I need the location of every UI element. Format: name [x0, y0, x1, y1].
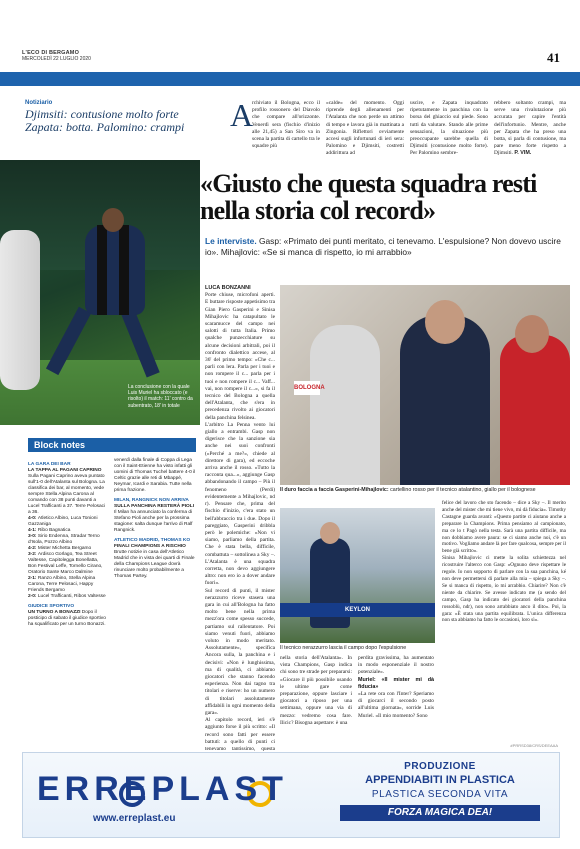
subhead [205, 236, 565, 258]
ad-line: PRODUZIONE [404, 761, 476, 772]
note-bold: 3-0: [28, 534, 38, 539]
teaser-title: Djimsiti: contusione molto forte Zapata: botta. Palomino: crampi [25, 107, 185, 134]
ad-board: KEYLON [280, 603, 435, 617]
top-article-col4 [494, 100, 566, 158]
article-paragraph: Sinisa Mihajlovic ci mette la solita schiettezza nel ricostruire l'alterco con Gasp: «Ognuno deve rispettare le regole. Io non sopporto di parlare con la sua panchina, ké non deve permettersi di parlare alla mia – spiega a Sky –. Se si manca di rispetto, io mi arrabbio. Chiarire? Non c'è niente da chiarire. Se avesse indicato me (a sendo del campo, Gasp ha indicato dei giocatori della panchina rossoblù, ndr), non sono arrabbiato anco il dito». Poi, la gara: «È stata una partita equilibrata. L'unica differenza non sta abbiamo ha fatto le occasioni, loro sì». [442, 555, 566, 624]
note-bold: 4-1: [28, 528, 38, 533]
note-bold: 4-2: [28, 546, 38, 551]
jersey-stripe [119, 225, 129, 315]
ad-copy [335, 761, 545, 821]
section-tag: Notiziario [25, 100, 53, 106]
coaches-photo [280, 285, 570, 485]
note-bold: UN TURNO A BONAZZI [28, 610, 82, 615]
note-text: Il Milan ha annunciato la conferma di Stefano Pioli anche per la prossima stagione: salta dunque l'arrivo di Ralf Rangnick. [114, 510, 193, 533]
note-item [114, 544, 196, 580]
article-paragraph: «La rete ora con l'Inter? Speriamo di giocarci il secondo posto all'ultima giornata», sorride Luis Muriel. «Il mio momento? Sono [358, 691, 434, 719]
note-item [28, 594, 108, 600]
newspaper-name: L'ECO DI BERGAMO [22, 50, 80, 56]
coach-head [425, 300, 465, 344]
figure-referee [500, 335, 570, 485]
player-figure [85, 225, 145, 315]
note-text: Ardisco Gorlago, Tea Street Valtesse, Capitolegga Bonellatta, Bon Festival Leffe, Tornello Cirano, Oratorio Sante Marco Dalmine [28, 552, 103, 575]
article-paragraph: Sul record di punti, il mister nerazzurro riceve stasera una gara in cui all'Bologna ha fatto molto bene nella prima mezz'ora come spesso succede, partiamo sul rallentatore. Poi siamo venuti fuori, abbiamo voluto in modo meritato. Assolutamente», specifica Ancora sulla, la panchina e i decisivi: «Non è lunghissima, ma di qualità, ci abbiamo giocatori che stanno facendo esperienza. Non dai tagno tra titolari e riserve: ho un numero di titolari assolutamente affidabili in ogni momento della gara». [205, 587, 275, 716]
page-number: 41 [547, 50, 560, 65]
top-color-bar [0, 72, 580, 86]
article-paragraph: perdita gravissima, ha aumentato in modo esponenziale il nostro potenziale». [358, 655, 434, 676]
article-col4 [442, 500, 566, 624]
note-item [28, 610, 108, 628]
note-bold: 3-2: [28, 552, 38, 557]
player-head [102, 208, 124, 232]
coaches-photo-caption [280, 487, 570, 494]
article-col3 [358, 655, 434, 720]
advertisement[interactable] [22, 752, 560, 838]
ad-tagline: FORZA MAGICA DEA! [340, 805, 540, 821]
note-item [28, 576, 108, 594]
coach-exit-caption: Il tecnico nerazzurro lascia il campo dopo l'espulsione [280, 645, 407, 651]
note-heading: MILAN, RANGNICK NON ARRIVA [114, 498, 189, 503]
headline: «Giusto che questa squadra resti nella storia col record» [200, 169, 537, 225]
club-logo: BOLOGNA [294, 381, 320, 395]
note-text: Lucel Trafficanti, Ribos Valtesse [37, 594, 106, 599]
ad-url[interactable]: www.erreplast.eu [93, 813, 176, 824]
note-item [114, 458, 196, 494]
coach-exit-photo [280, 508, 435, 643]
ad-line: PLASTICA SECONDA VITA [371, 789, 509, 800]
article-paragraph: felice del lavoro che sto facendo – dice a Sky –. Il merito anche del mister che mi tiene vivo, mi dà fiducia». Timothy Castagne guarda avanti: «Questo partite ci aiutano anche a preparare la Champions. Prima pensiamo al campionato, ma ce lo t Pagò nella testa. Sarà una partita difficile, ma non dobbiamo avere paura: se ci siamo anche noi, c'è un motivo. Vogliamo andare là per fare qualcosa, sempre per il bene già scritto». [442, 500, 566, 555]
note-text: Sulla Pagani Caprino aveva puntato sull'1-0 dell'Atalanta sul Bologna. La classifica dei bar, al momento, vede sempre Stella Alpina Carona al comando con 38 punti davanti a Lucel Trafficanti a 37. Terre Pelosaci a 36. [28, 474, 106, 515]
note-text: venerdì dalla finale di Coppa di Lega con il Saint-Etienne ha visto infatti gli uomini di Thomas Tuchel battere 4-0 il Celtic grazie alle reti di Mbappé, Neymar, Icardi e Sarabia. Tutte nella prima frazione. [114, 458, 196, 493]
block-notes-col2 [114, 458, 196, 580]
referee-head [515, 315, 549, 353]
note-text: Ranzo Albino, Stella Alpina Carona, Terre Pelosaci, Happy Friends Bergamo [28, 576, 96, 593]
article-subheading: Muriel: «Il mister mi dà fiducia» [358, 676, 434, 690]
masthead [22, 50, 91, 62]
subhead-text: Gasp: «Primato dei punti meritato, ci tenevamo. L'espulsione? Non dovevo uscire io». Mihajlovic: «Se si manca di rispetto, io mi arrabbio» [205, 236, 561, 257]
note-text: Brutte notizie in casa dell'Atletico Madrid che in vista dei quarti di Finale della Champions League dovrà rinunciare molto probabilmente a Thomas Partey. [114, 550, 195, 579]
note-heading: GIUDICE SPORTIVO [28, 604, 75, 609]
caption-bold: Il duro faccia a faccia Gasperini-Mihajlovic: [280, 487, 389, 493]
coach-head [320, 522, 340, 544]
byline: LUCA BONZANNI [205, 285, 251, 291]
article-paragraph: L'arbitro La Penna vento lui giallo a entrambi. Gasp non digerisce che la sanzione sia anche nei suoi confronti («Perché a me?», chiede al direttore di gara), ed eccoche arriva anche il rosso. «Tutto la racconta qua...», aggiunge Gasp abbandonando il campo – Più il fenomeno (Perdi) evidentemente a Mihajlovic, nd r). Pensare che, prima del fischio d'inizio, c'era stato un bell'abbraccio tra i due. Dopo il pareggiato, Gasperini dribbla però le polemiche: «Non vi siamo, parliamo della partita. Che è stata bella, difficile, combattuta – sottolinea a Sky –. L'Atalanta è una squadra corretta, non devo aggiungere altro: non ero io a dover andare fuori». [205, 421, 275, 587]
note-text: Atletico Albino, Luca Tonioni Gazzaniga [28, 516, 98, 527]
top-article-col4-text: rebbero soltanto crampi, ma serve una rivalutazione più accurata per capire l'entità dell'infortunio. Mentre, anche per Zapata che ha preso una botta, si parla di contusione, ma pare meno forte rispetto a Djimsiti. [494, 100, 566, 157]
note-item [28, 516, 108, 528]
note-bold: LA TAPPA AL PAGANI CAPRINO [28, 468, 102, 473]
subhead-kicker: Le interviste. [205, 236, 257, 246]
note-bold: 4-0: [28, 516, 38, 521]
note-text: Dopo il posticipo di sabato il giudice sportivo ha squalificato per un turno Bonazzi. [28, 610, 106, 627]
player-photo-caption: La conclusione con la quale Luis Muriel ha sbloccato (e risolto) il match: 11' contro da subentrato, 18' in totale [128, 384, 193, 409]
issue-date: MERCOLEDÌ 22 LUGLIO 2020 [22, 56, 91, 62]
note-text: Ribo Bagnatica [37, 528, 71, 533]
note-item [28, 552, 108, 576]
drop-cap: A [230, 97, 254, 133]
figure-left [310, 325, 380, 485]
top-article-col2: «calde» del momento. Oggi riprende degli allenamenti per l'Atalanta che non perde un attimo di tempo e lavora già in mattinata a Zingonia. Riflettori ovviamente accesi sugli infortunati di ieri sera: Palomino e Djimsiti, costretti addirittura ad [326, 100, 404, 157]
block-notes-header: Block notes [28, 438, 196, 452]
opponent-figure [0, 230, 40, 390]
note-item [28, 534, 108, 546]
article-paragraph: Al capitolo record, ieri s'è aggiunto forse il più scritto: «Il record sono fatti per essere battuti: a quello di punti ci tenevamo tantissimo, questa [205, 717, 275, 752]
note-item [28, 468, 108, 516]
note-heading: ATLETICO MADRID, THOMAS KO [114, 538, 191, 543]
top-article-signature: P. VIM. [514, 150, 532, 157]
note-bold: SULLA PANCHINA RESTERÀ PIOLI [114, 504, 195, 509]
caption-text: cartellino rosso per il tecnico atalantino, giallo per il bolognese [390, 487, 536, 493]
page-code: #PRRSD38/CRS/DEEAAA [510, 743, 558, 748]
article-col1 [205, 285, 275, 768]
note-text: Mister Michetta Bergamo [37, 546, 92, 551]
note-bold: 2-0: [28, 594, 38, 599]
article-paragraph: Porte chiuse, microfoni aperti. E buttare risposte appetisimo tra Gian Piero Gasperini e Sinisa Mihajlovic ha catapultato le scaramucce del campo nei salotti di tutta Italia. Primo qualche punzecchiature su alcune decisioni arbitrali, poi il confronto dialettico accese, al 36' del primo tempo: «Che c... parli con lera. Parla per i tuoi e non rompere il c... parla per i tuoi e non rompere il c... Vaff... vai, non rompere il c...», si fa il tecnico del Bologna a quella dell'Atalanta, che s'era in precedenza rivolto ai giocatori della panchina felsinea. [205, 292, 275, 421]
jersey-stripe [97, 225, 107, 315]
ad-line: APPENDIABITI IN PLASTICA [365, 774, 515, 786]
note-heading: LA GARA DEI BAR [28, 462, 71, 467]
top-article-col1: rchiviato il Bologna, ecco il profilo rossonero del Diavolo che compare all'orizzonte. Venerdì sera (fischio d'inizio alle 21,45) a San Siro va in scena la partita di cartello tra le squadre più [252, 100, 320, 150]
top-article-col3: uscire, e Zapata inquadrato ripetutamente in panchina con la borsa del ghiaccio sul piede. Sono tutti da valutare. Stando alle prime sensazioni, la situazione più preoccupante sarebbe quella di Djimsiti (contusione molto forte). Per Palomino sembre- [410, 100, 488, 157]
ad-brand: ERREPLAST [37, 770, 288, 808]
note-item [114, 504, 196, 534]
note-text: Sirio Endenna, Stradar Terno d'Isola, Pozzo Albino [28, 534, 100, 545]
block-notes-col1 [28, 458, 108, 628]
note-bold: 2-1: [28, 576, 38, 581]
note-bold: FINALI CHAMPIONS A RISCHIO [114, 544, 186, 549]
article-col2: nella storia dell'Atalanta». In vista Champions, Gasp indica chi sono tre strade per prepararsi: «Giocare il più possibile usando le ultime gare come preparazione, oppure lasciare i giocatori a riposo per una settimana, oppure una via di mezzo: vedremo cosa fare. Ilicic? Bisogna aspettare: è una [280, 655, 352, 726]
